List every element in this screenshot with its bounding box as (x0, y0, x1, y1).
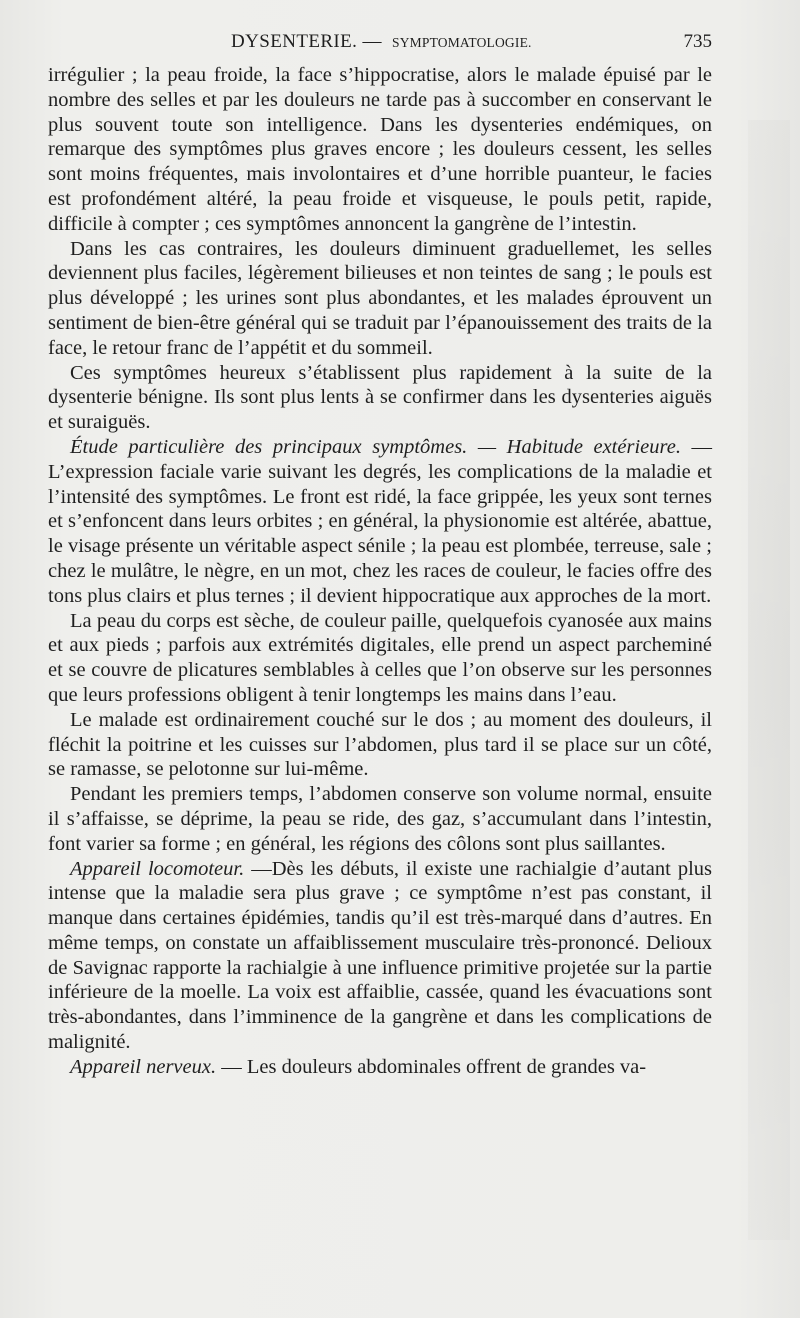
main-text (48, 63, 712, 1080)
paragraph-text: — L’expression faciale varie suivant les degrés, les complications de la maladie et l’intensité des symptômes. Le front est ridé, la face grippée, les yeux sont ternes et s’enfoncent dans leurs orbites ; en général, la physionomie est altérée, abattue, le visage présente un véritable aspect sénile ; la peau est plombée, terreuse, sale ; chez le mulâtre, le nègre, en un mot, chez les races de couleur, le facies offre des tons plus clairs et plus ternes ; il devient hippocratique aux approches de la mort. (48, 435, 713, 607)
paragraph-3 (48, 361, 712, 435)
paragraph-text: La peau du corps est sèche, de couleur paille, quelquefois cyanosée aux mains et aux pieds ; parfois aux extrémités digitales, elle prend un aspect parcheminé et se couvre de plicatures semblables à celles que l’on observe sur les personnes que leurs professions obligent à tenir longtemps les mains dans l’eau. (48, 609, 712, 706)
page-header (48, 30, 712, 58)
page-number: 735 (683, 31, 712, 52)
paragraph-8 (48, 857, 712, 1055)
section-heading: Étude particulière des principaux symptômes. — Habitude extérieure. (70, 435, 681, 458)
paragraph-1 (48, 63, 712, 237)
paragraph-9 (48, 1055, 712, 1080)
section-heading: Appareil nerveux. (70, 1055, 217, 1078)
paragraph-text: Le malade est ordinairement couché sur le dos ; au moment des douleurs, il fléchit la poitrine et les cuisses sur l’abdomen, plus tard il se place sur un côté, se ramasse, se pelotonne sur lui-même. (48, 708, 712, 781)
paragraph-4 (48, 435, 712, 609)
paragraph-text: irrégulier ; la peau froide, la face s’hippocratise, alors le malade épuisé par le nombre des selles et par les douleurs ne tarde pas à succomber en conservant le plus souvent toute son intelligence. Dans les dysenteries endémiques, on remarque des symptômes plus graves encore ; les douleurs cessent, les selles sont moins fréquentes, mais involontaires et d’une horrible puanteur, le facies est profondément altéré, la peau froide et visqueuse, le pouls petit, rapide, difficile à compter ; ces symptômes annoncent la gangrène de l’intestin. (48, 64, 712, 235)
paragraph-6 (48, 708, 712, 782)
paragraph-text: Dans les cas contraires, les douleurs diminuent graduellemet, les selles deviennent plus faciles, légèrement bilieuses et non teintes de sang ; le pouls est plus développé ; les urines sont plus abondantes, et les malades éprouvent un sentiment de bien-être général qui se traduit par l’épanouissement des traits de la face, le retour franc de l’appétit et du sommeil. (48, 237, 712, 359)
running-subtitle: SYMPTOMATOLOGIE. (392, 35, 532, 50)
page-edge-shadow (748, 120, 790, 1240)
paragraph-5 (48, 609, 712, 708)
paragraph-text: —Dès les débuts, il existe une rachialgie d’autant plus intense que la maladie sera plus grave ; ce symptôme n’est pas constant, il manque dans certaines épidémies, tandis qu’il est très-marqué dans d’autres. En même temps, on constate un affaiblissement musculaire très-prononcé. Delioux de Savignac rapporte la rachialgie à une influence primitive projetée sur la partie inférieure de la moelle. La voix est affaiblie, cassée, quand les évacuations sont très-abondantes, dans l’imminence de la gangrène et dans les complications de malignité. (48, 857, 713, 1054)
paragraph-text: Pendant les premiers temps, l’abdomen conserve son volume normal, ensuite il s’affaisse, se déprime, la peau se ride, des gaz, s’accumulant dans l’intestin, font varier sa forme ; en général, les régions des côlons sont plus saillantes. (48, 783, 712, 855)
paragraph-7 (48, 782, 712, 856)
paragraph-2 (48, 237, 712, 361)
paragraph-text: — Les douleurs abdominales offrent de grandes va- (221, 1055, 647, 1078)
section-heading: Appareil locomoteur. (70, 857, 245, 880)
running-title: DYSENTERIE. — (231, 31, 382, 52)
paragraph-text: Ces symptômes heureux s’établissent plus rapidement à la suite de la dysenterie bénigne. Ils sont plus lents à se confirmer dans les dysenteries aiguës et suraiguës. (48, 361, 712, 434)
